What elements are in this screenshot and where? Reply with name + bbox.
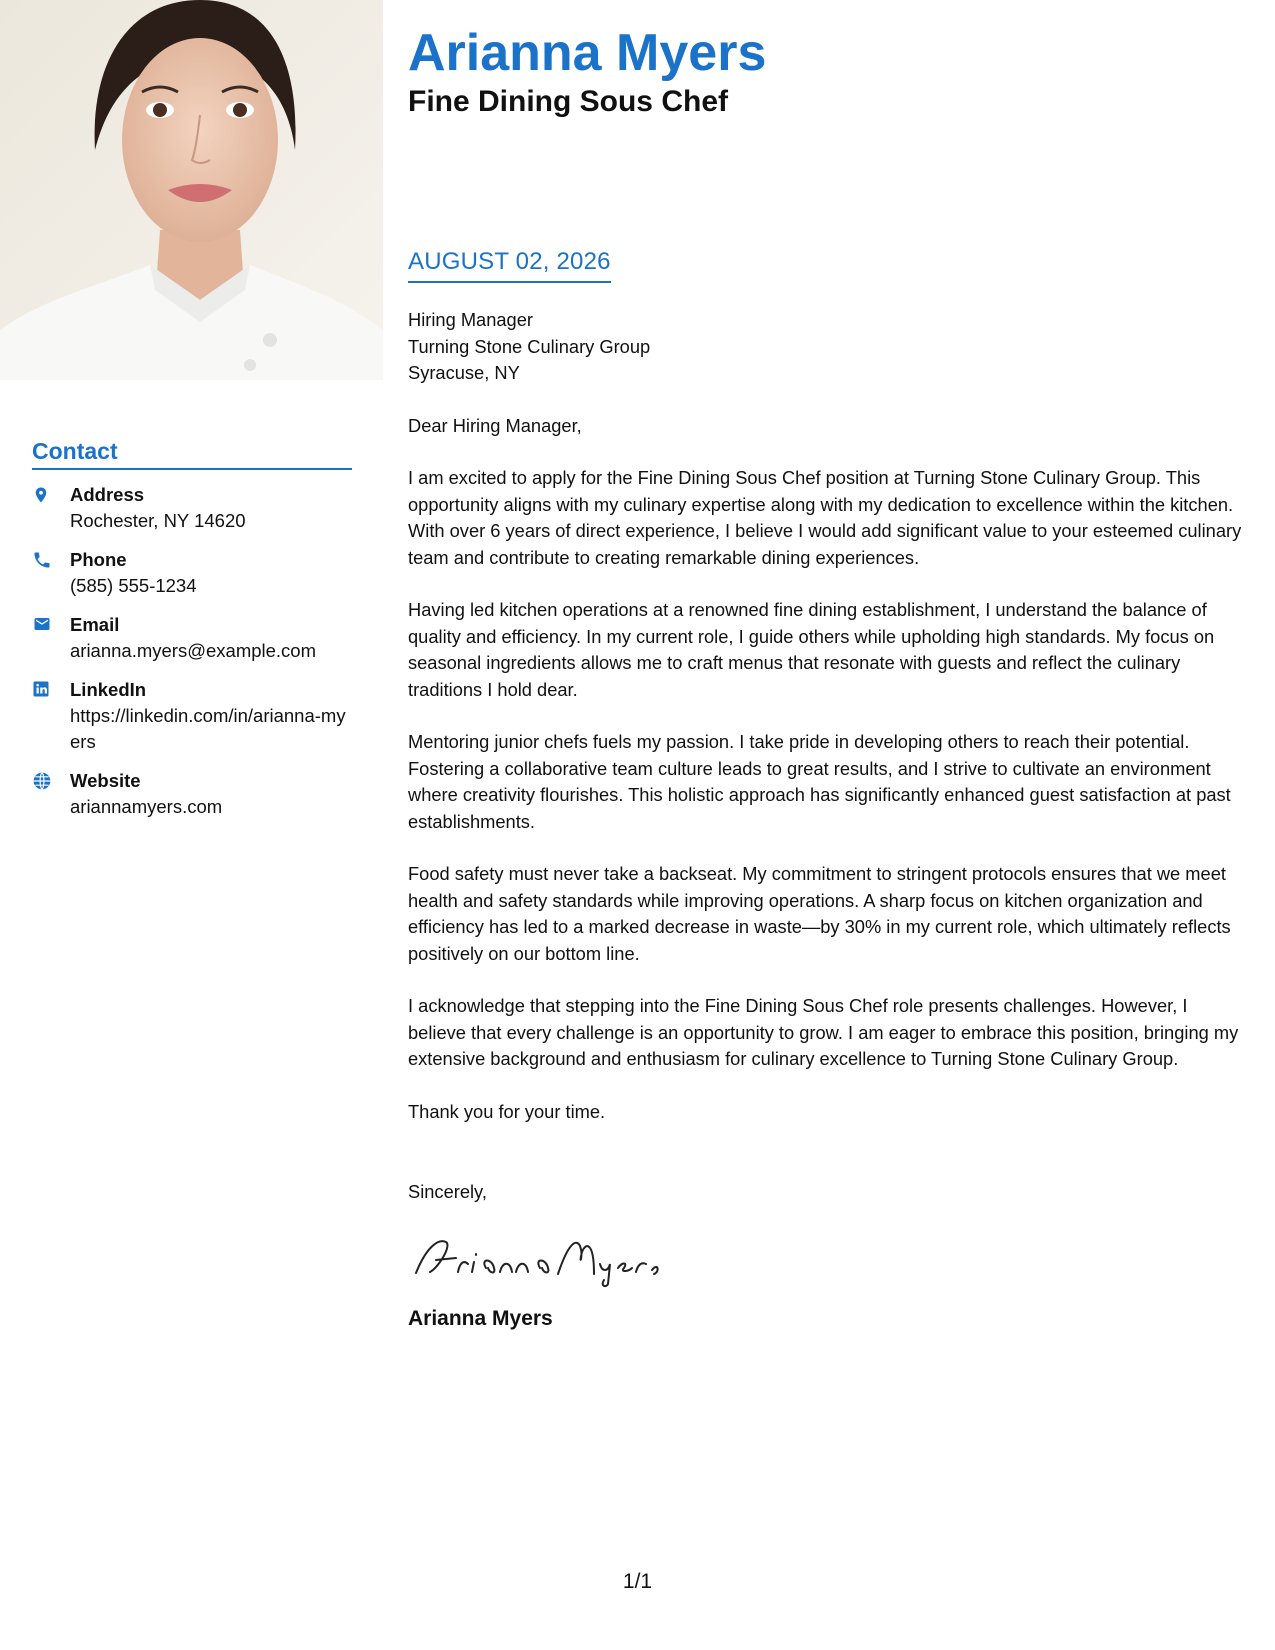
contact-label: Email: [70, 614, 120, 635]
phone-value[interactable]: (585) 555-1234: [70, 575, 197, 596]
paragraph: I acknowledge that stepping into the Fine Dining Sous Chef role presents challenges. However, I believe that every challenge is an opportunity to grow. I am eager to embrace this position, bringing my extensive background and enthusiasm for culinary excellence to Turning Stone Culinary Group.: [408, 995, 1239, 1069]
contact-label: LinkedIn: [70, 679, 147, 700]
phone-icon: [32, 547, 70, 599]
contact-item-linkedin: [32, 677, 352, 755]
contact-label: Website: [70, 770, 141, 791]
website-value[interactable]: ariannamyers.com: [70, 796, 223, 817]
contact-heading: Contact: [32, 438, 352, 470]
email-icon: [32, 612, 70, 664]
paragraph: I am excited to apply for the Fine Dining Sous Chef position at Turning Stone Culinary Group. This opportunity aligns with my culinary expertise along with my dedication to excellence within the kitchen. With over 6 years of direct experience, I believe I would add significant value to your esteemed culinary team and contribute to creating remarkable dining experiences.: [408, 467, 1242, 568]
letter-date: AUGUST 02, 2026: [408, 248, 611, 283]
email-value[interactable]: arianna.myers@example.com: [70, 640, 317, 661]
letter-body: [408, 307, 1248, 1332]
paragraph: Mentoring junior chefs fuels my passion. I take pride in developing others to reach their potential. Fostering a collaborative team culture leads to great results, and I strive to cultivate an environment where creativity flourishes. This holistic approach has significantly enhanced guest satisfaction at past establishments.: [408, 731, 1231, 832]
contact-item-website: [32, 768, 352, 820]
page-number: 1/1: [622, 1570, 653, 1593]
linkedin-value[interactable]: https://linkedin.com/in/arianna-myers: [70, 705, 346, 752]
contact-item-email: [32, 612, 352, 664]
paragraph: Thank you for your time.: [408, 1100, 606, 1122]
salutation: Dear Hiring Manager,: [408, 414, 582, 436]
profile-photo: [0, 0, 383, 380]
contact-label: Phone: [70, 549, 127, 570]
candidate-role: Fine Dining Sous Chef: [408, 85, 728, 118]
recipient-block: [408, 307, 1248, 387]
address-value: Rochester, NY 14620: [70, 510, 246, 531]
header: [408, 22, 766, 120]
contact-item-address: [32, 482, 352, 534]
handwritten-signature: [408, 1228, 1248, 1288]
recipient-location: Syracuse, NY: [408, 362, 520, 383]
contact-label: Address: [70, 484, 145, 505]
closing: Sincerely,: [408, 1181, 487, 1202]
recipient-company: Turning Stone Culinary Group: [408, 335, 651, 357]
paragraph: Having led kitchen operations at a renowned fine dining establishment, I understand the balance of quality and efficiency. In my current role, I guide others while upholding high standards. My focus on seasonal ingredients allows me to craft menus that resonate with guests and reflect the culinary traditions I hold dear.: [408, 599, 1215, 700]
globe-icon: [32, 768, 70, 820]
contact-sidebar: [32, 438, 352, 833]
candidate-name: Arianna Myers: [408, 24, 767, 82]
paragraph: Food safety must never take a backseat. My commitment to stringent protocols ensures that we meet health and safety standards while improving operations. A sharp focus on kitchen organization and efficiency has led to a marked decrease in waste—by 30% in my current role, which ultimately reflects positively on our bottom line.: [408, 863, 1231, 964]
recipient-title: Hiring Manager: [408, 309, 533, 330]
contact-list: [32, 482, 352, 820]
signed-name: Arianna Myers: [408, 1306, 553, 1330]
map-pin-icon: [32, 482, 70, 534]
linkedin-icon: [32, 677, 70, 755]
contact-item-phone: [32, 547, 352, 599]
